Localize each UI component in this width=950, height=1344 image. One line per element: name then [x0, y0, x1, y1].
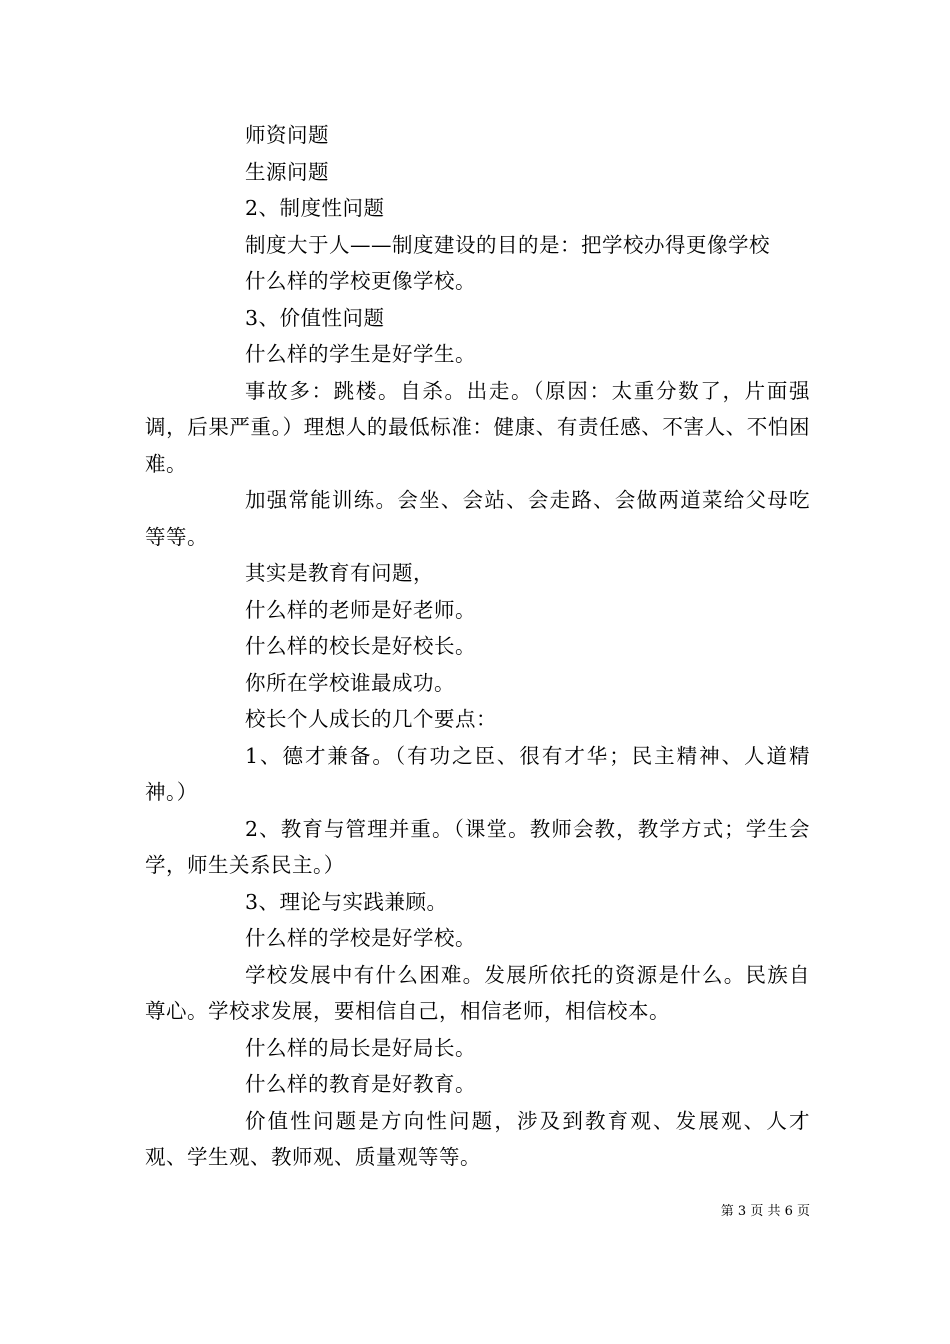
paragraph: 生源问题 [245, 159, 329, 184]
paragraph: 2、制度性问题 [245, 196, 385, 220]
paragraph: 什么样的局长是好局长。 [245, 1035, 476, 1060]
paragraph: 什么样的老师是好老师。 [245, 597, 476, 622]
paragraph: 制度大于人——制度建设的目的是：把学校办得更像学校 [245, 232, 770, 257]
paragraph: 什么样的学校是好学校。 [245, 926, 476, 950]
paragraph: 你所在学校谁最成功。 [245, 670, 455, 695]
paragraph: 1、德才兼备。（有功之臣、很有才华；民主精神、人道精神。） [145, 743, 810, 804]
paragraph: 什么样的教育是好教育。 [245, 1072, 476, 1096]
paragraph: 师资问题 [245, 123, 329, 147]
paragraph: 校长个人成长的几个要点： [245, 707, 497, 731]
paragraph: 什么样的学生是好学生。 [245, 342, 476, 366]
paragraph: 什么样的校长是好校长。 [245, 634, 476, 658]
paragraph: 什么样的学校更像学校。 [245, 269, 476, 293]
paragraph: 事故多：跳楼。自杀。出走。（原因：太重分数了，片面强调，后果严重。）理想人的最低标准：健康、有责任感、不害人、不怕困难。 [145, 378, 810, 476]
paragraph: 加强常能训练。会坐、会站、会走路、会做两道菜给父母吃等等。 [145, 488, 810, 549]
document-body [145, 117, 810, 1176]
page-number-footer: 第 3 页 共 6 页 [720, 1204, 810, 1219]
paragraph: 3、价值性问题 [245, 305, 385, 330]
paragraph: 3、理论与实践兼顾。 [245, 889, 448, 914]
paragraph: 2、教育与管理并重。（课堂。教师会教，教学方式；学生会学，师生关系民主。） [145, 816, 810, 877]
paragraph: 其实是教育有问题， [245, 561, 434, 585]
paragraph: 价值性问题是方向性问题，涉及到教育观、发展观、人才观、学生观、教师观、质量观等等。 [145, 1108, 810, 1169]
paragraph: 学校发展中有什么困难。发展所依托的资源是什么。民族自尊心。学校求发展，要相信自己，相信老师，相信校本。 [145, 962, 810, 1023]
